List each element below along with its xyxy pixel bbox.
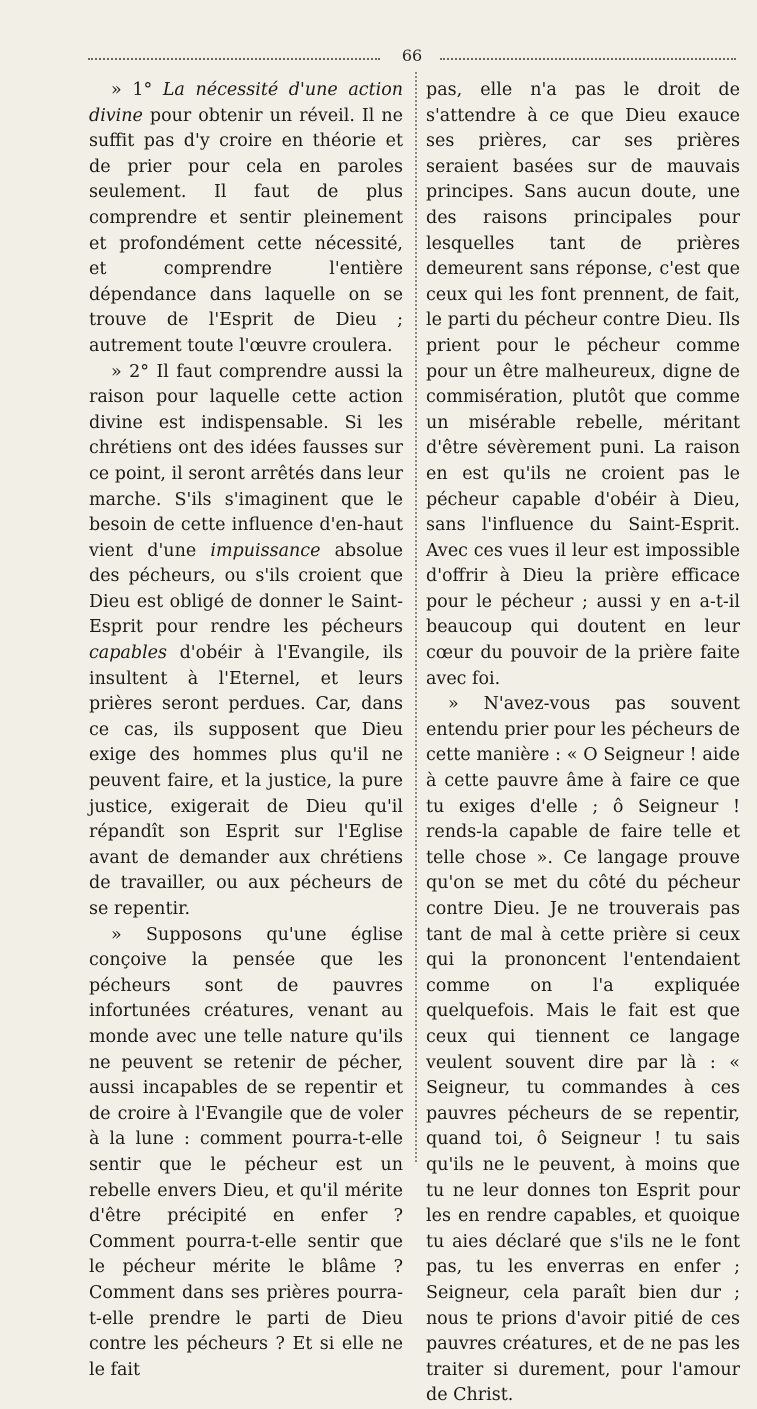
text-run: pour obtenir un réveil. Il ne suffit pas d'y croire en théorie et de prier pour cela en paroles seulement. Il faut de plus comprendre et sentir pleinement et profondément cette nécessité, et comprendre l'entière dépendance dans laquelle on se trouve de l'Esprit de Dieu ; autrement toute l'œuvre croulera. (89, 105, 403, 356)
text-run: » N'avez-vous pas souvent entendu prier pour les pécheurs de cette manière : « O Seigneur ! aide à cette pauvre âme à faire ce que tu exiges d'elle ; ô Seigneur ! rends-la capable de faire telle et telle chose ». Ce langage prouve qu'on se met du côté du pécheur contre Dieu. Je ne trouverais pas tant de mal à cette prière si ceux qui la prononcent l'entendaient comme on l'a expliquée quelquefois. Mais le fait est que ceux qui tiennent ce langage veulent souvent dire par là : « Seigneur, tu commandes à ces pauvres pécheurs de se repentir, quand toi, ô Seigneur ! tu sais qu'ils ne le peuvent, à moins que tu ne leur donnes ton Esprit pour les en rendre capables, et quoique tu aies déclaré que s'ils ne le font pas, tu les enverras en enfer ; Seigneur, cela paraît bien dur ; nous te prions d'avoir pitié de ces pauvres créatures, et de ne pas les traiter si durement, pour l'amour de Christ. (426, 694, 740, 1406)
italic-text: La nécessité d'une action divine (89, 80, 403, 126)
paragraph (426, 692, 740, 1409)
text-run: » Supposons qu'une église conçoive la pensée que les pécheurs sont de pauvres infortunées créatures, venant au monde avec une telle nature qu'ils ne peuvent se retenir de pécher, aussi incapables de se repentir et de croire à l'Evangile que de voler à la lune : comment pourra-t-elle sentir que le pécheur est un rebelle envers Dieu, et qu'il mérite d'être précipité en enfer ? Comment pourra-t-elle sentir que le pécheur mérite le blâme ? Comment dans ses prières pourra-t-elle prendre le parti de Dieu contre les pécheurs ? Et si elle ne le fait (89, 924, 403, 1380)
italic-text: capables (89, 643, 168, 664)
paragraph (89, 923, 403, 1384)
header-rule-left (88, 58, 380, 60)
paragraph (426, 78, 740, 692)
text-run: » 1° (111, 80, 163, 100)
column-divider (415, 72, 417, 1162)
right-column (426, 78, 740, 1409)
page-number: 66 (401, 46, 423, 65)
paragraph (89, 360, 403, 923)
italic-text: impuissance (210, 540, 321, 561)
text-run: absolue des pécheurs, ou s'ils croient que Dieu est obligé de donner le Saint-Esprit pour rendre les pécheurs (89, 540, 403, 638)
left-column (89, 78, 403, 1383)
text-run: d'obéir à l'Evangile, ils insultent à l'Eternel, et leurs prières seront perdues. Car, dans ce cas, ils supposent que Dieu exige des hommes plus qu'il ne peuvent faire, et la justice, la pure justice, exigerait de Dieu qu'il répandît son Esprit sur l'Eglise avant de demander aux chrétiens de travailler, ou aux pécheurs de se repentir. (89, 643, 403, 919)
text-run: pas, elle n'a pas le droit de s'attendre à ce que Dieu exauce ses prières, car ses prières seraient basées sur de mauvais principes. Sans aucun doute, une des raisons principales pour lesquelles tant de prières demeurent sans réponse, c'est que ceux qui les font prennent, de fait, le parti du pécheur contre Dieu. Ils prient pour le pécheur comme pour un être malheureux, digne de commisération, plutôt que comme un misérable rebelle, méritant d'être sévèrement puni. La raison en est qu'ils ne croient pas le pécheur capable d'obéir à Dieu, sans l'influence du Saint-Esprit. Avec ces vues il leur est impossible d'offrir à Dieu la prière efficace pour le pécheur ; aussi y en a-t-il beaucoup qui doutent en leur cœur du pouvoir de la prière faite avec foi. (426, 80, 740, 689)
header-rule-right (440, 58, 736, 60)
paragraph (89, 78, 403, 360)
text-run: » 2° Il faut comprendre aussi la raison pour laquelle cette action divine est indispensable. Si les chrétiens ont des idées fausses sur ce point, il seront arrêtés dans leur marche. S'ils s'imaginent que le besoin de cette influence d'en-haut vient d'une (89, 361, 403, 561)
page-header (88, 46, 736, 68)
